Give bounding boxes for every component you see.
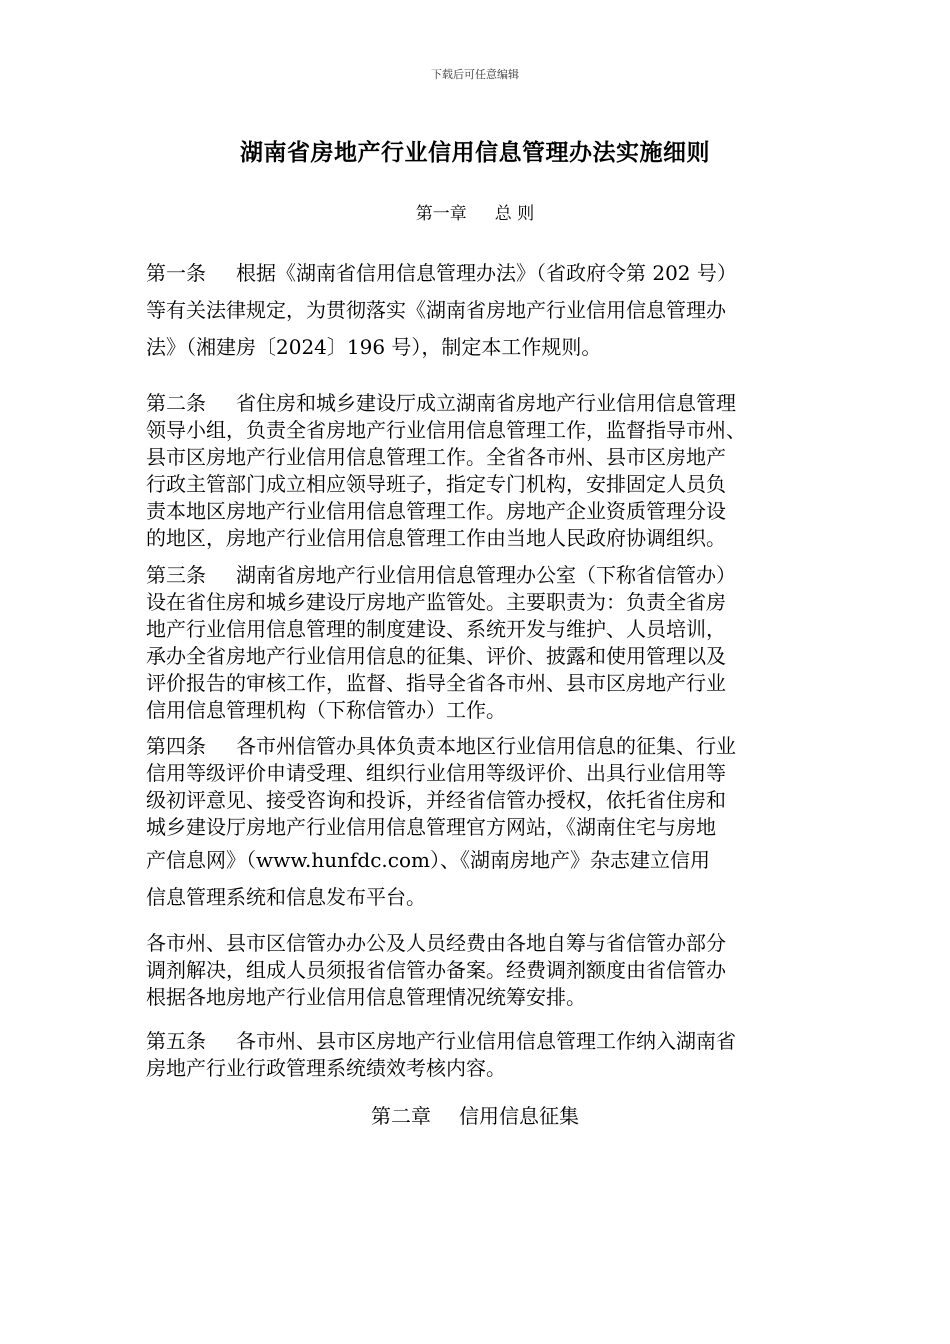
- chapter-two-number: 第二章: [371, 1104, 431, 1128]
- chapter-one-name: 总 则: [494, 204, 535, 224]
- article-3-line-1: 湖南省房地产行业信用信息管理办公室（下称省信管办）: [236, 563, 736, 587]
- article-4-line-3: 级初评意见、接受咨询和投诉，并经省信管办授权，依托省住房和: [146, 788, 726, 812]
- article-3-label: 第三条: [146, 563, 206, 587]
- article-3-line-3: 地产行业信用信息管理的制度建设、系统开发与维护、人员培训，: [146, 617, 726, 641]
- article-4-label: 第四条: [146, 734, 206, 758]
- article-3: [146, 562, 808, 724]
- article-2-line-1: 省住房和城乡建设厅成立湖南省房地产行业信用信息管理: [236, 391, 736, 415]
- article-4-line-1: 各市州信管办具体负责本地区行业信用信息的征集、行业: [236, 734, 736, 758]
- article-1-label: 第一条: [146, 261, 206, 285]
- article-5-line-2: 房地产行业行政管理系统绩效考核内容。: [146, 1056, 506, 1080]
- article-2-line-5: 责本地区房地产行业信用信息管理工作。房地产企业资质管理分设: [146, 499, 726, 523]
- article-5-line-1: 各市州、县市区房地产行业信用信息管理工作纳入湖南省: [236, 1029, 736, 1053]
- article-4-line-6: 信息管理系统和信息发布平台。: [146, 885, 426, 909]
- article-3-line-6: 信用信息管理机构（下称信管办）工作。: [146, 698, 506, 722]
- article-2-line-6: 的地区，房地产行业信用信息管理工作由当地人民政府协调组织。: [146, 526, 726, 550]
- article-3-line-2: 设在省住房和城乡建设厅房地产监管处。主要职责为：负责全省房: [146, 590, 726, 614]
- funding-line-3: 根据各地房地产行业信用信息管理情况统筹安排。: [146, 985, 586, 1009]
- article-3-line-5: 评价报告的审核工作，监督、指导全省各市州、县市区房地产行业: [146, 671, 726, 695]
- funding-line-1: 各市州、县市区信管办办公及人员经费由各地自筹与省信管办部分: [146, 931, 726, 955]
- document-title: 湖南省房地产行业信用信息管理办法实施细则: [240, 140, 710, 166]
- article-4-line-2: 信用等级评价申请受理、组织行业信用等级评价、出具行业信用等: [146, 761, 726, 785]
- funding-line-2: 调剂解决，组成人员须报省信管办备案。经费调剂额度由省信管办: [146, 958, 726, 982]
- article-4: [146, 733, 808, 841]
- article-2-line-2: 领导小组，负责全省房地产行业信用信息管理工作，监督指导市州、: [146, 418, 746, 442]
- article-4-continued: [146, 842, 808, 916]
- article-3-line-4: 承办全省房地产行业信用信息的征集、评价、披露和使用管理以及: [146, 644, 726, 668]
- article-2-line-3: 县市区房地产行业信用信息管理工作。全省各市州、县市区房地产: [146, 445, 726, 469]
- article-4-funding-paragraph: [146, 930, 808, 1011]
- article-4-line-5: 产信息网》（www.hunfdc.com）、《湖南房地产》杂志建立信用: [146, 848, 710, 872]
- article-1-line-3: 法》（湘建房〔2024〕196 号），制定本工作规则。: [146, 335, 602, 359]
- chapter-two-name: 信用信息征集: [459, 1104, 579, 1128]
- header-note: 下载后可任意编辑: [431, 68, 519, 81]
- chapter-one-heading: [0, 199, 950, 224]
- article-2-line-4: 行政主管部门成立相应领导班子，指定专门机构，安排固定人员负: [146, 472, 726, 496]
- article-4-line-4: 城乡建设厅房地产行业信用信息管理官方网站，《湖南住宅与房地: [146, 815, 716, 839]
- article-5: [146, 1028, 808, 1082]
- article-2-label: 第二条: [146, 391, 206, 415]
- chapter-two-heading: [0, 1100, 950, 1129]
- article-2: [146, 390, 808, 552]
- article-5-label: 第五条: [146, 1029, 206, 1053]
- article-1-line-1: 根据《湖南省信用信息管理办法》（省政府令第 202 号）: [236, 261, 737, 285]
- article-1: [146, 255, 808, 366]
- chapter-one-number: 第一章: [415, 204, 467, 224]
- article-1-line-2: 等有关法律规定，为贯彻落实《湖南省房地产行业信用信息管理办: [146, 298, 726, 322]
